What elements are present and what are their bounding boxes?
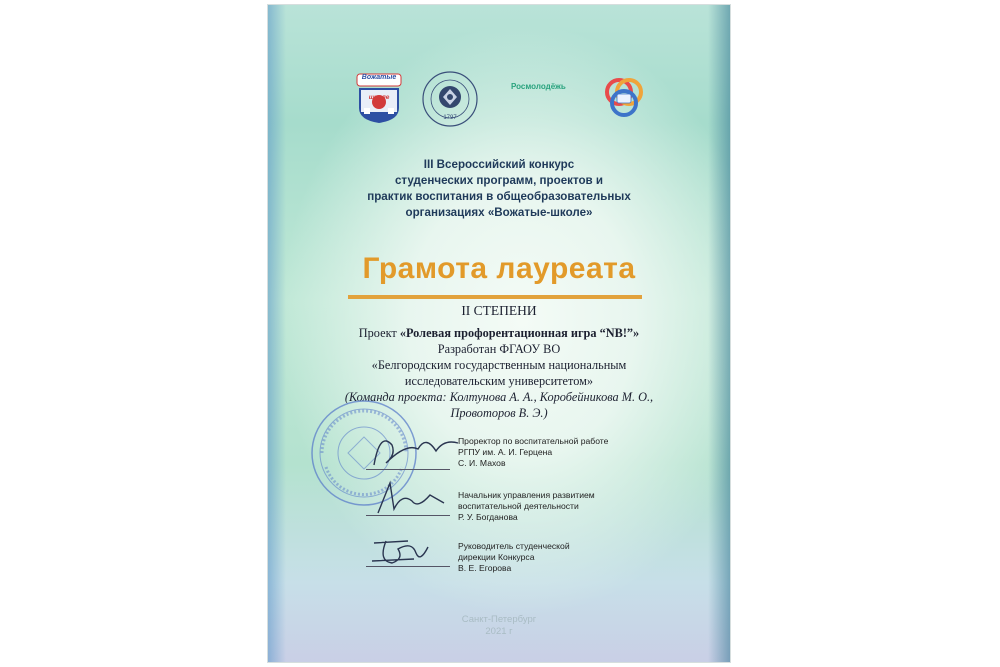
developer-line-1: Разработан ФГАОУ ВО <box>437 342 561 356</box>
signature-line-3 <box>366 566 450 567</box>
signatory-1-org: РГПУ им. А. И. Герцена <box>458 447 553 457</box>
signatory-3 <box>458 541 570 574</box>
project-line <box>298 325 700 341</box>
certificate-title: Грамота лауреата <box>362 252 636 285</box>
vozhatye-logo-subtext: школе <box>368 94 390 101</box>
footer <box>268 614 730 638</box>
heading-line-2: студенческих программ, проектов и <box>394 174 604 187</box>
signatory-2-org: воспитательной деятельности <box>458 501 579 511</box>
heading-line-4: организациях «Вожатые-школе» <box>405 206 593 219</box>
signatory-1 <box>458 436 608 469</box>
title-underline <box>348 295 642 299</box>
heading-line-3: практик воспитания в общеобразовательных <box>367 190 631 203</box>
signatory-2 <box>458 490 595 523</box>
signatory-3-name: В. Е. Егорова <box>458 563 512 573</box>
signatory-3-role: Руководитель студенческой <box>458 541 570 551</box>
signatory-2-name: Р. У. Богданова <box>458 512 518 522</box>
heading-line-1: III Всероссийский конкурс <box>423 158 575 171</box>
signature-line-2 <box>366 515 450 516</box>
university-seal-year: 1797 <box>443 115 457 121</box>
project-name: «Ролевая профорентационная игра “NB!”» <box>399 326 640 340</box>
interlocking-rings-logo-icon <box>600 75 648 123</box>
signatory-2-role: Начальник управления развитием <box>458 490 595 500</box>
degree-label: II СТЕПЕНИ <box>461 303 537 318</box>
signatory-3-org: дирекции Конкурса <box>458 552 535 562</box>
footer-year: 2021 г <box>485 626 513 637</box>
signature-3-icon <box>368 533 448 567</box>
signature-line-1 <box>366 469 450 470</box>
certificate <box>268 5 730 662</box>
project-prefix: Проект <box>358 326 400 340</box>
contest-heading <box>308 157 690 221</box>
signature-1-icon <box>366 425 466 471</box>
team-line-2: Провоторов В. Э.) <box>450 406 548 420</box>
developer-line-2: «Белгородским государственным национальным <box>371 358 627 372</box>
signature-2-icon <box>368 479 458 519</box>
rosmolodezh-logo: Росмолодёжь <box>511 82 566 91</box>
signatory-1-role: Проректор по воспитательной работе <box>458 436 609 446</box>
signatory-1-name: С. И. Махов <box>458 458 506 468</box>
team-line-1: (Команда проекта: Колтунова А. А., Коробейникова М. О., <box>344 390 654 404</box>
vozhatye-logo-text: Вожатые <box>361 74 397 81</box>
logo-row <box>268 70 730 130</box>
developer-line-3: исследовательским университетом» <box>404 374 594 388</box>
footer-city: Санкт-Петербург <box>461 614 537 625</box>
